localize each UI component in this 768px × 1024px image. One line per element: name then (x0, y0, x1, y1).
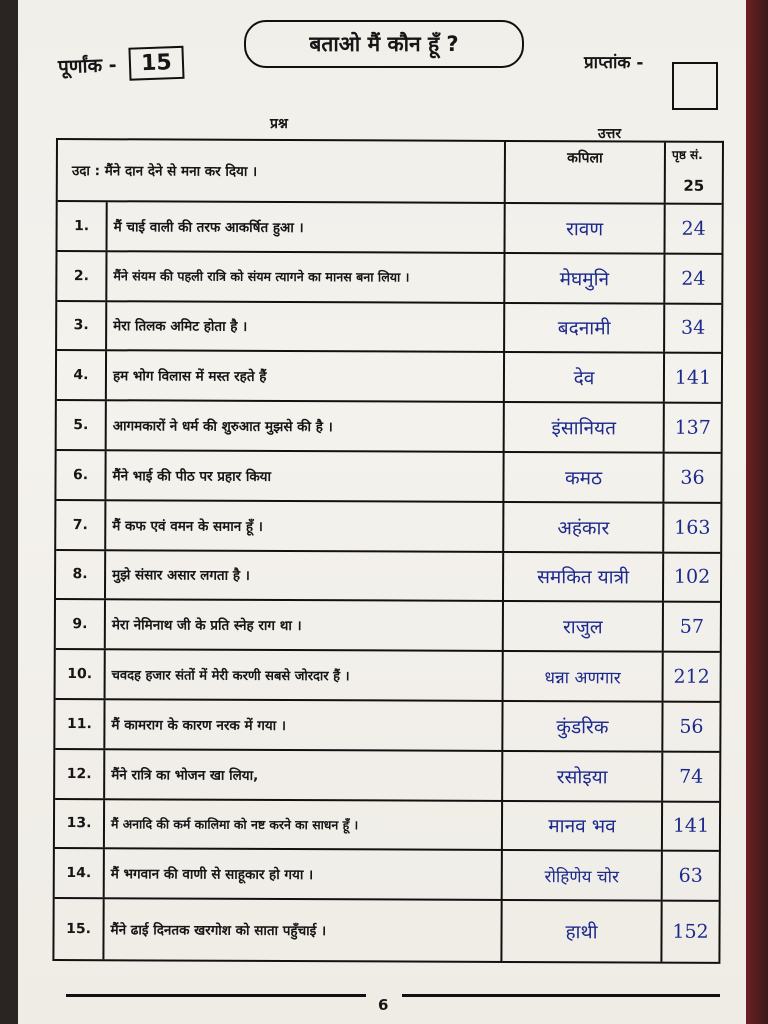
row-page: 137 (674, 416, 711, 439)
row-page: 36 (680, 466, 705, 489)
row-answer: मेघमुनि (505, 254, 665, 302)
row-question: मैं अनादि की कर्म कालिमा को नष्ट करने का साधन हूँ । (105, 800, 503, 850)
row-number: 11. (55, 700, 105, 748)
row-number: 12. (55, 750, 105, 798)
table-row (54, 899, 718, 964)
row-question: हम भोग विलास में मस्त रहते हैं (107, 352, 505, 402)
row-question: मैंने ढाई दिनतक खरगोश को साता पहुँचाई । (104, 899, 502, 961)
row-question: मैं कामराग के कारण नरक में गया । (105, 700, 503, 750)
row-page: 34 (681, 317, 706, 340)
row-page: 63 (678, 864, 703, 888)
row-question: मैंने भाई की पीठ पर प्रहार किया (106, 451, 504, 501)
row-answer: धन्ना अणगार (504, 652, 664, 700)
row-page: 74 (679, 765, 704, 788)
row-page: 163 (674, 516, 711, 539)
row-question: मैं कफ एवं वमन के समान हूँ । (106, 501, 504, 551)
row-answer: कमठ (504, 453, 664, 501)
row-page: 152 (672, 920, 709, 944)
table-row (56, 551, 720, 604)
total-value: 15 (129, 46, 185, 81)
row-number: 5. (57, 401, 107, 449)
page-title: बताओ मैं कौन हूँ ? (244, 20, 524, 68)
table-row (57, 351, 721, 404)
row-page: 102 (673, 566, 711, 589)
table-row (56, 650, 720, 703)
sample-question: उदा : मैंने दान देने से मना कर दिया । (58, 140, 506, 202)
row-page: 141 (674, 366, 712, 390)
question-table (52, 138, 724, 964)
binding-edge (746, 0, 768, 1024)
table-row (56, 451, 720, 504)
row-number: 10. (56, 650, 106, 698)
row-question: मुझे संसार असार लगता है । (106, 551, 504, 601)
row-page: 24 (681, 217, 706, 240)
obtained-marks-label: प्राप्तांक - (584, 53, 644, 73)
row-answer: हाथी (502, 901, 662, 962)
table-row (58, 202, 722, 255)
row-answer: बदनामी (505, 304, 665, 352)
row-question: मेरा नेमिनाथ जी के प्रति स्नेह राग था । (106, 601, 504, 651)
sample-page: 25 (683, 176, 705, 195)
row-question: मेरा तिलक अमिट होता है । (107, 302, 505, 352)
table-row (57, 401, 721, 454)
row-answer: कुंडरिक (503, 702, 663, 750)
row-page: 212 (673, 665, 710, 688)
row-number: 2. (57, 252, 107, 300)
row-number: 14. (55, 849, 105, 897)
row-question: आगमकारों ने धर्म की शुरुआत मुझसे की है । (107, 401, 505, 451)
row-number: 15. (54, 899, 104, 959)
row-answer: राजुल (504, 602, 664, 650)
column-header-answer: उत्तर (598, 126, 622, 142)
row-question: मैं चाई वाली की तरफ आकर्षित हुआ । (108, 202, 506, 252)
row-number: 9. (56, 600, 106, 648)
row-page: 141 (672, 815, 710, 838)
row-question: चवदह हजार संतों में मेरी करणी सबसे जोरदार हैं । (106, 650, 504, 700)
row-answer: रोहिणेय चोर (503, 851, 663, 899)
obtained-marks-box (672, 62, 718, 110)
table-row (55, 700, 719, 753)
row-question: मैंने संयम की पहली रात्रि को संयम त्यागने का मानस बना लिया । (107, 252, 505, 302)
total-marks (57, 46, 184, 83)
row-number: 1. (58, 202, 108, 250)
row-number: 6. (56, 451, 106, 499)
column-header-question: प्रश्न (270, 116, 288, 132)
row-answer: रसोइया (503, 752, 663, 800)
row-answer: अहंकार (504, 503, 664, 551)
row-answer: रावण (506, 204, 666, 252)
table-row (56, 600, 720, 653)
row-answer: समकित यात्री (504, 553, 664, 601)
row-number: 7. (56, 501, 106, 549)
table-row (55, 750, 719, 803)
table-row (55, 800, 719, 853)
footer-divider-left (66, 994, 366, 997)
row-page: 24 (681, 267, 706, 290)
row-answer: देव (505, 353, 665, 401)
row-answer: मानव भव (503, 802, 663, 850)
table-row (57, 252, 721, 305)
page-number: 6 (378, 996, 389, 1014)
row-number: 13. (55, 800, 105, 848)
table-row (57, 302, 721, 355)
table-row (56, 501, 720, 554)
footer-divider-right (402, 994, 720, 997)
row-page: 56 (679, 715, 704, 738)
total-label: पूर्णांक - (57, 54, 117, 79)
column-header-page: पृष्ठ सं. (672, 148, 703, 162)
row-number: 3. (57, 302, 107, 350)
table-row (55, 849, 719, 902)
sample-row (58, 140, 722, 205)
sample-answer: कपिला (506, 142, 666, 203)
row-question: मैं भगवान की वाणी से साहूकार हो गया । (105, 850, 503, 900)
row-answer: इंसानियत (505, 403, 665, 451)
row-question: मैंने रात्रि का भोजन खा लिया, (105, 750, 503, 800)
row-page: 57 (679, 615, 705, 639)
row-number: 8. (56, 551, 106, 599)
row-number: 4. (57, 351, 107, 399)
